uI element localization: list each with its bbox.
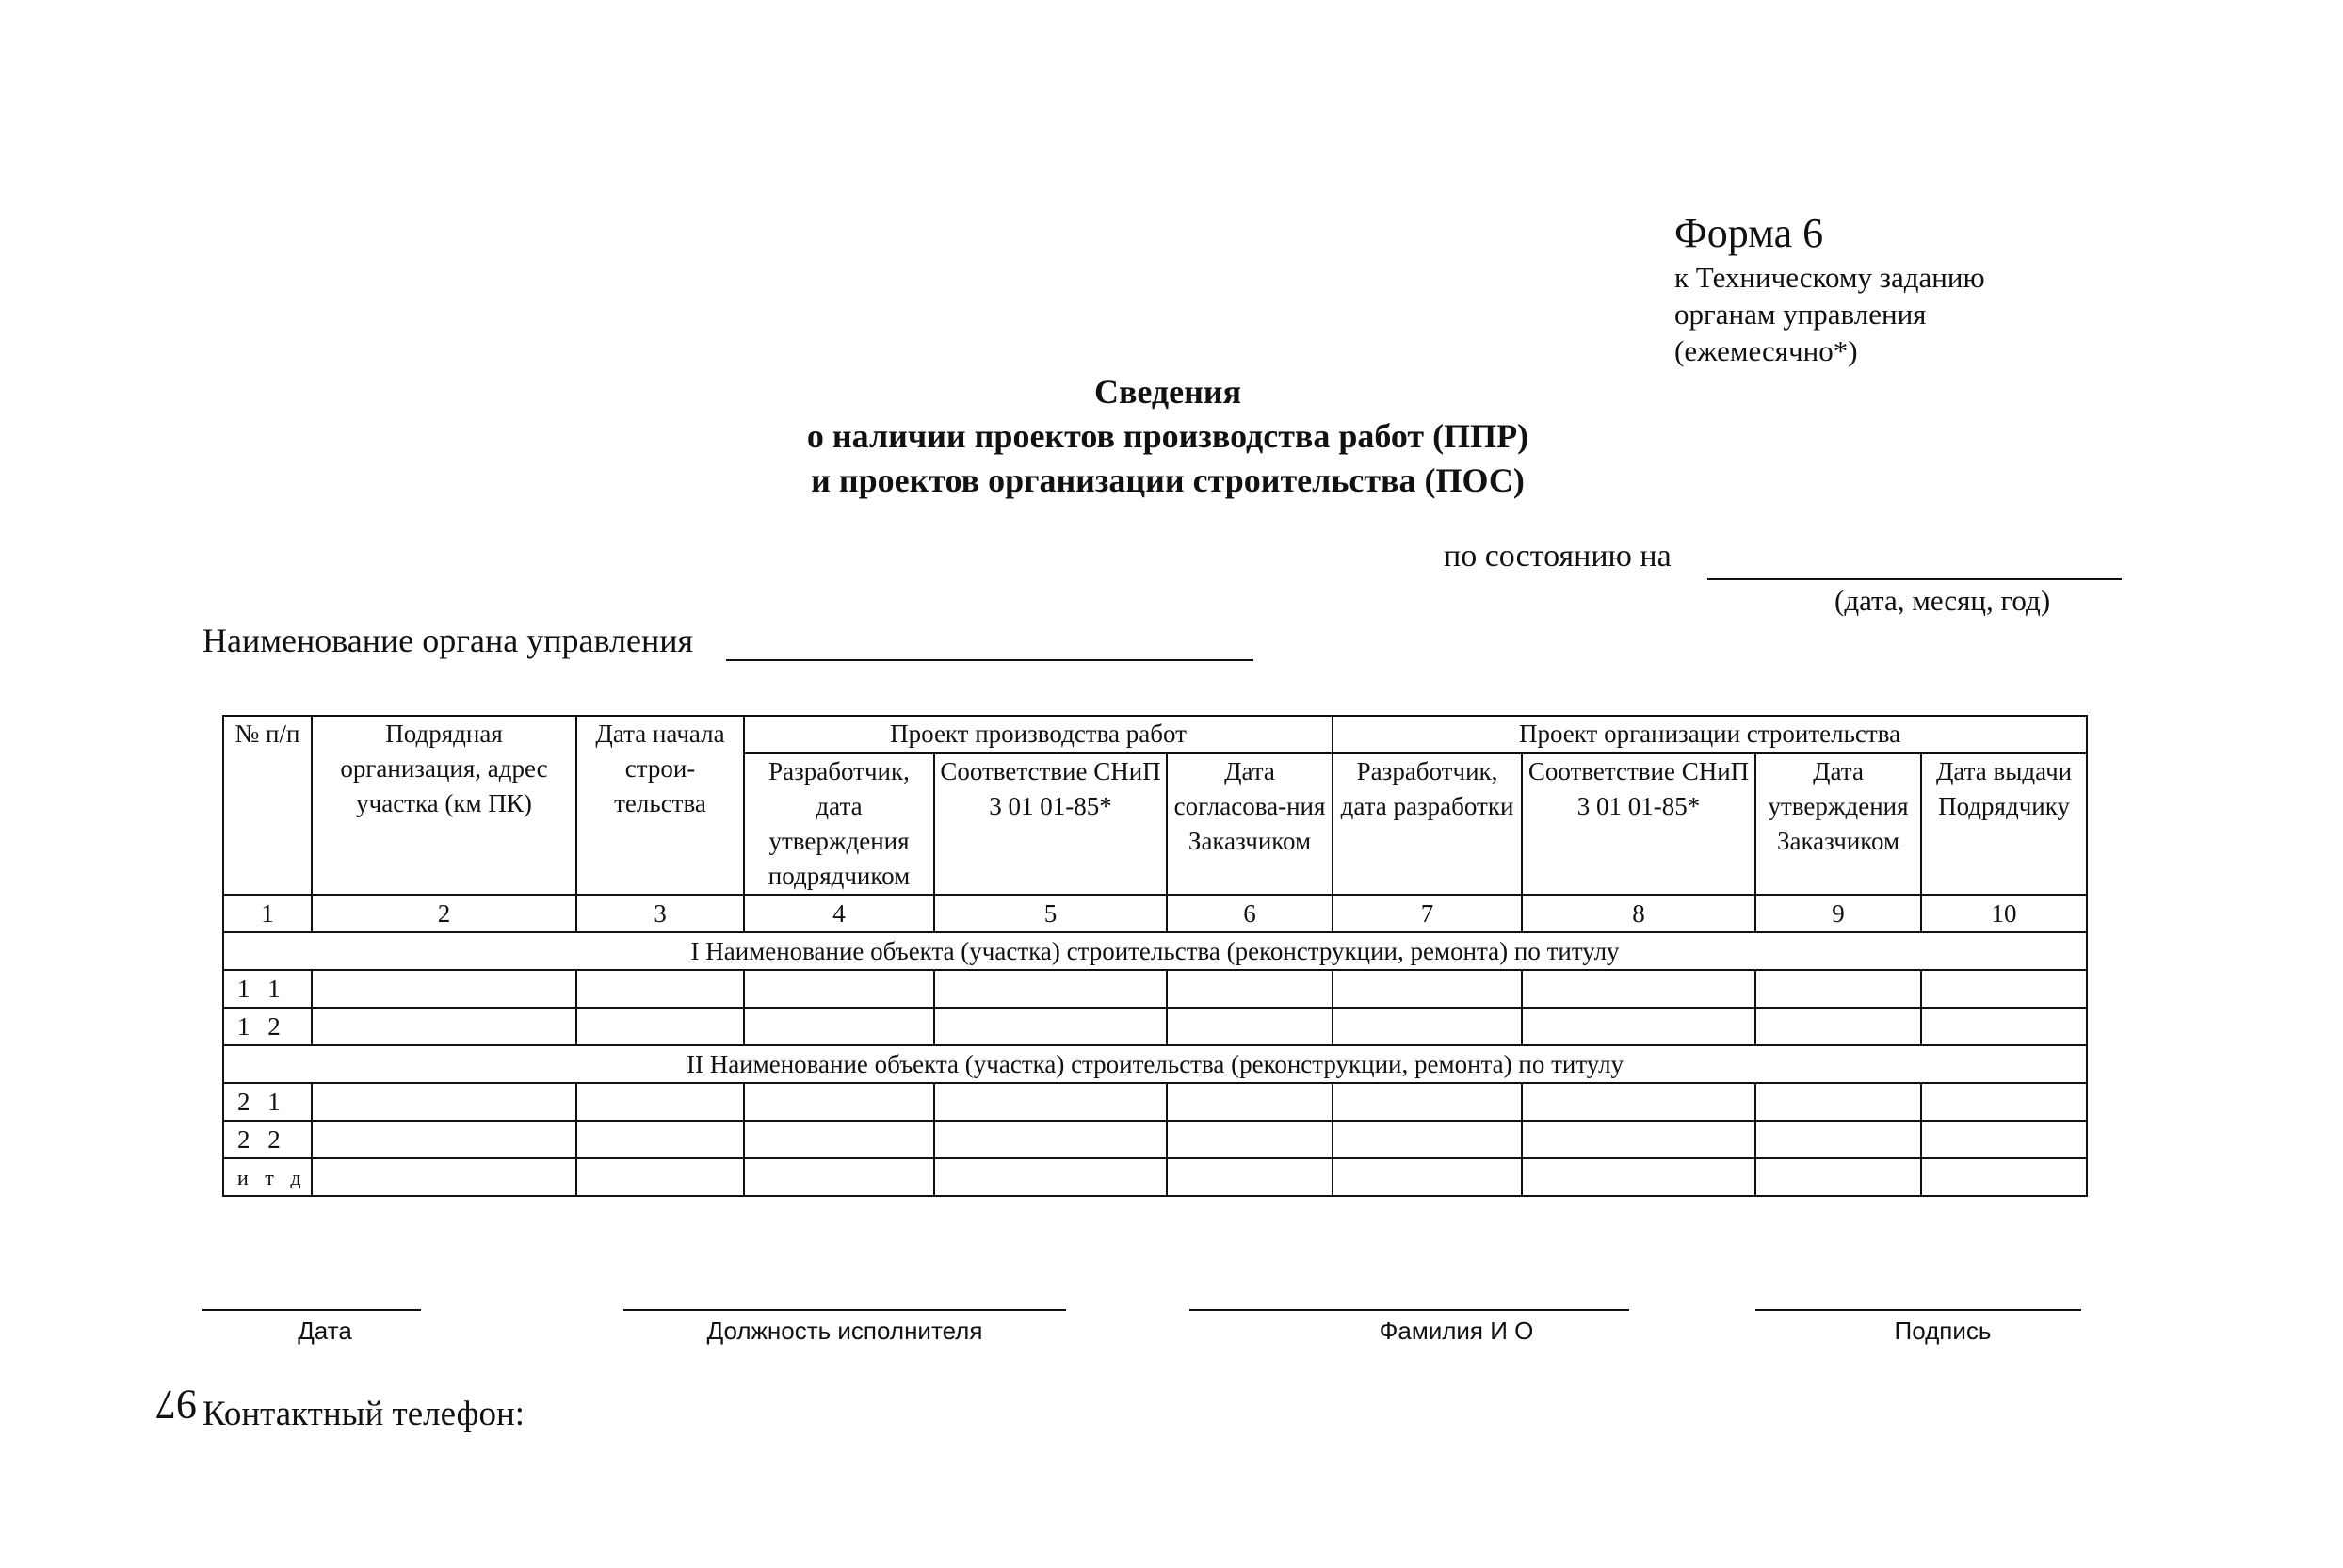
column-number: 8 xyxy=(1522,895,1755,932)
table-cell[interactable] xyxy=(934,1083,1167,1121)
table-cell[interactable] xyxy=(744,1121,934,1158)
header-pos-developer: Разработчик, дата разработки xyxy=(1333,753,1522,895)
status-date-hint: (дата, месяц, год) xyxy=(1834,584,2051,617)
table-cell[interactable] xyxy=(934,1158,1167,1196)
table-cell[interactable] xyxy=(1333,970,1522,1008)
table-cell[interactable] xyxy=(1522,1008,1755,1045)
column-number-row xyxy=(223,895,2087,932)
report-table xyxy=(222,715,2086,1197)
header-ppr-developer: Разработчик, дата утверждения подрядчиком xyxy=(744,753,934,895)
table-cell[interactable] xyxy=(1522,1121,1755,1158)
table-cell[interactable] xyxy=(312,970,576,1008)
table-cell[interactable] xyxy=(1167,1008,1333,1045)
table-cell[interactable] xyxy=(1755,1121,1921,1158)
table-cell[interactable] xyxy=(312,1121,576,1158)
table-cell[interactable] xyxy=(1333,1008,1522,1045)
table-cell[interactable] xyxy=(312,1158,576,1196)
table-cell[interactable] xyxy=(1522,1158,1755,1196)
org-name-field[interactable] xyxy=(726,659,1253,661)
table-cell[interactable] xyxy=(1921,1008,2087,1045)
table-cell[interactable] xyxy=(576,1083,744,1121)
header-ppr-approval: Дата согласова-ния Заказчиком xyxy=(1167,753,1333,895)
header-start-date: Дата начала строи-тельства xyxy=(576,716,744,895)
header-row-number: № п/п xyxy=(223,716,312,895)
table-cell[interactable] xyxy=(744,1083,934,1121)
column-number: 5 xyxy=(934,895,1167,932)
table-cell[interactable] xyxy=(1167,1158,1333,1196)
column-number: 10 xyxy=(1921,895,2087,932)
table-cell[interactable] xyxy=(576,1121,744,1158)
column-number: 3 xyxy=(576,895,744,932)
column-number: 1 xyxy=(223,895,312,932)
table-cell[interactable] xyxy=(1921,1083,2087,1121)
status-date-field[interactable] xyxy=(1707,578,2122,580)
table-cell[interactable] xyxy=(1333,1158,1522,1196)
table-cell[interactable] xyxy=(1333,1121,1522,1158)
table-row xyxy=(223,970,2087,1008)
document-title xyxy=(565,370,1770,503)
row-number: и т д xyxy=(223,1158,312,1196)
form-subtitle-line-2: органам управления xyxy=(1674,297,1927,331)
column-number: 9 xyxy=(1755,895,1921,932)
position-signature-label: Должность исполнителя xyxy=(706,1317,983,1345)
org-name-label: Наименование органа управления xyxy=(202,622,694,659)
table-cell[interactable] xyxy=(934,970,1167,1008)
table-row xyxy=(223,1008,2087,1045)
form-subtitle-line-3: (ежемесячно*) xyxy=(1674,333,1858,367)
section-1-heading: I Наименование объекта (участка) строительства (реконструкции, ремонта) по титулу xyxy=(223,932,2087,970)
table-cell[interactable] xyxy=(934,1121,1167,1158)
header-pos-approval: Дата утверждения Заказчиком xyxy=(1755,753,1921,895)
table-cell[interactable] xyxy=(1167,970,1333,1008)
header-pos-issue-date: Дата выдачи Подрядчику xyxy=(1921,753,2087,895)
header-contractor: Подрядная организация, адрес участка (км ПК) xyxy=(312,716,576,895)
table-cell[interactable] xyxy=(312,1083,576,1121)
table-cell[interactable] xyxy=(1167,1121,1333,1158)
table-cell[interactable] xyxy=(576,970,744,1008)
contact-phone-label: Контактный телефон: xyxy=(202,1395,525,1433)
table-cell[interactable] xyxy=(576,1158,744,1196)
name-signature-field[interactable] xyxy=(1189,1309,1629,1311)
table-cell[interactable] xyxy=(1522,970,1755,1008)
table-cell[interactable] xyxy=(312,1008,576,1045)
table-row xyxy=(223,1083,2087,1121)
table-cell[interactable] xyxy=(1921,1158,2087,1196)
table-row xyxy=(223,1121,2087,1158)
column-number: 2 xyxy=(312,895,576,932)
form-header xyxy=(1674,209,2089,369)
signature-label: Подпись xyxy=(1894,1317,1992,1345)
page-number: 97 xyxy=(155,1382,197,1428)
table-cell[interactable] xyxy=(744,1158,934,1196)
row-number: 2 1 xyxy=(223,1083,312,1121)
table-cell[interactable] xyxy=(1755,970,1921,1008)
table-cell[interactable] xyxy=(1333,1083,1522,1121)
form-subtitle-line-1: к Техническому заданию xyxy=(1674,260,1985,294)
table-cell[interactable] xyxy=(1167,1083,1333,1121)
table-cell[interactable] xyxy=(1522,1083,1755,1121)
signature-field[interactable] xyxy=(1755,1309,2081,1311)
column-number: 6 xyxy=(1167,895,1333,932)
column-number: 7 xyxy=(1333,895,1522,932)
row-number: 2 2 xyxy=(223,1121,312,1158)
table-cell[interactable] xyxy=(744,1008,934,1045)
table-cell[interactable] xyxy=(576,1008,744,1045)
table-cell[interactable] xyxy=(744,970,934,1008)
table-cell[interactable] xyxy=(1755,1158,1921,1196)
header-pos-snip: Соответствие СНиП 3 01 01-85* xyxy=(1522,753,1755,895)
row-number: 1 1 xyxy=(223,970,312,1008)
table-cell[interactable] xyxy=(934,1008,1167,1045)
status-date-label: по состоянию на xyxy=(1444,539,1672,574)
table-cell[interactable] xyxy=(1755,1008,1921,1045)
header-ppr-snip: Соответствие СНиП 3 01 01-85* xyxy=(934,753,1167,895)
table-row xyxy=(223,1158,2087,1196)
document-title-line-1: Сведения xyxy=(1093,373,1242,411)
header-group-ppr: Проект производства работ xyxy=(744,716,1333,753)
date-signature-label: Дата xyxy=(298,1317,352,1345)
document-title-line-3: и проектов организации строительства (ПОС) xyxy=(811,461,1525,499)
column-number: 4 xyxy=(744,895,934,932)
header-group-pos: Проект организации строительства xyxy=(1333,716,2087,753)
name-signature-label: Фамилия И О xyxy=(1379,1317,1534,1345)
date-signature-field[interactable] xyxy=(202,1309,421,1311)
table-cell[interactable] xyxy=(1921,1121,2087,1158)
table-cell[interactable] xyxy=(1921,970,2087,1008)
document-title-line-2: о наличии проектов производства работ (ППР) xyxy=(806,417,1529,455)
table-cell[interactable] xyxy=(1755,1083,1921,1121)
section-2-heading: II Наименование объекта (участка) строительства (реконструкции, ремонта) по титулу xyxy=(223,1045,2087,1083)
row-number: 1 2 xyxy=(223,1008,312,1045)
position-signature-field[interactable] xyxy=(623,1309,1066,1311)
form-title: Форма 6 xyxy=(1674,210,1824,256)
